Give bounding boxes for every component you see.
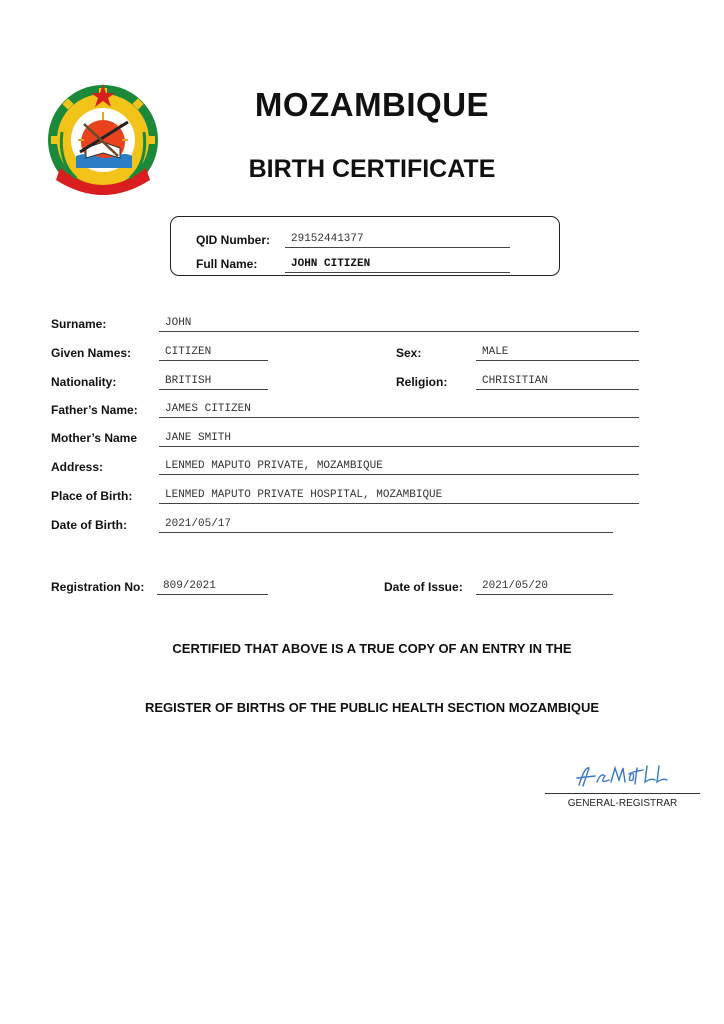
- religion-label: Religion:: [396, 375, 448, 389]
- document-title: BIRTH CERTIFICATE: [248, 155, 496, 183]
- country-title: MOZAMBIQUE: [254, 86, 490, 123]
- signatory-title: GENERAL-REGISTRAR: [567, 798, 678, 809]
- certification-line-1: CERTIFIED THAT ABOVE IS A TRUE COPY OF AN ENTRY IN THE: [172, 641, 572, 656]
- certification-line-2: REGISTER OF BIRTHS OF THE PUBLIC HEALTH SECTION MOZAMBIQUE: [144, 700, 600, 715]
- nationality-value: BRITISH: [159, 374, 268, 390]
- address-label: Address:: [51, 460, 104, 474]
- date-of-issue-value: 2021/05/20: [476, 579, 613, 595]
- father-name-label: Father’s Name:: [51, 403, 138, 417]
- place-of-birth-value: LENMED MAPUTO PRIVATE HOSPITAL, MOZAMBIQUE: [159, 488, 639, 504]
- religion-value: CHRISITIAN: [476, 374, 639, 390]
- full-name-label: Full Name:: [196, 257, 258, 271]
- address-value: LENMED MAPUTO PRIVATE, MOZAMBIQUE: [159, 459, 639, 475]
- signature-icon: [575, 760, 670, 790]
- given-names-value: CITIZEN: [159, 345, 268, 361]
- sex-value: MALE: [476, 345, 639, 361]
- qid-value: 29152441377: [285, 232, 510, 248]
- registration-no-value: 809/2021: [157, 579, 268, 595]
- registration-no-label: Registration No:: [51, 580, 145, 594]
- surname-value: JOHN: [159, 316, 639, 332]
- surname-label: Surname:: [51, 317, 107, 331]
- qid-label: QID Number:: [196, 233, 271, 247]
- full-name-value: JOHN CITIZEN: [285, 257, 510, 273]
- father-name-value: JAMES CITIZEN: [159, 402, 639, 418]
- sex-label: Sex:: [396, 346, 422, 360]
- date-of-birth-value: 2021/05/17: [159, 517, 613, 533]
- nationality-label: Nationality:: [51, 375, 117, 389]
- date-of-birth-label: Date of Birth:: [51, 518, 127, 532]
- place-of-birth-label: Place of Birth:: [51, 489, 133, 503]
- mother-name-label: Mother’s Name: [51, 431, 138, 445]
- signature-line: [545, 793, 700, 794]
- given-names-label: Given Names:: [51, 346, 132, 360]
- date-of-issue-label: Date of Issue:: [384, 580, 463, 594]
- mother-name-value: JANE SMITH: [159, 431, 639, 447]
